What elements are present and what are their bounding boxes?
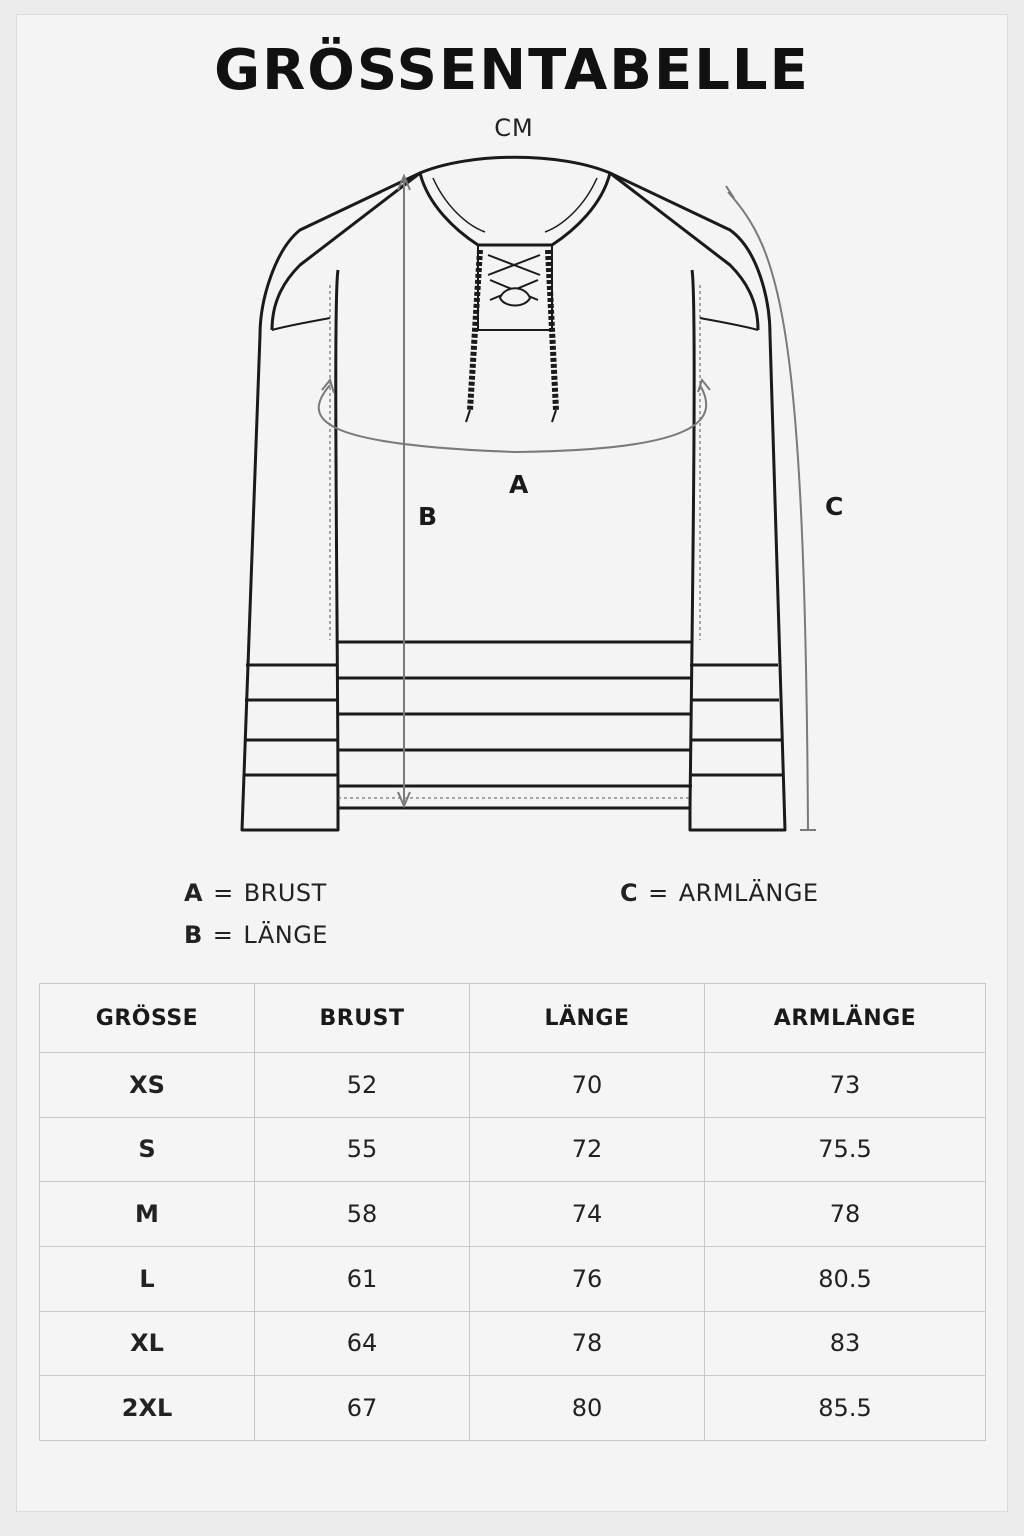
header-size: GRÖSSE xyxy=(40,984,255,1053)
jersey-left-raglan xyxy=(272,173,420,330)
table-row xyxy=(40,1311,986,1376)
marker-a: A xyxy=(509,470,529,499)
unit-label: CM xyxy=(494,114,534,142)
jersey-collar xyxy=(420,173,610,245)
measure-chest-arc xyxy=(319,380,710,452)
cell-chest: 52 xyxy=(255,1053,470,1118)
jersey-right-raglan xyxy=(610,173,758,330)
cell-chest: 58 xyxy=(255,1182,470,1247)
legend-equals: = xyxy=(213,879,234,907)
cell-size: S xyxy=(40,1117,255,1182)
header-length: LÄNGE xyxy=(470,984,705,1053)
table-header-row xyxy=(40,984,986,1053)
cell-length: 76 xyxy=(470,1246,705,1311)
table-row xyxy=(40,1246,986,1311)
legend-item-a xyxy=(184,879,327,907)
jersey-body-stripes xyxy=(338,642,692,786)
cell-sleeve: 83 xyxy=(705,1311,986,1376)
table-row xyxy=(40,1376,986,1441)
header-sleeve: ARMLÄNGE xyxy=(705,984,986,1053)
cell-length: 80 xyxy=(470,1376,705,1441)
measure-length-line xyxy=(398,176,410,806)
legend-key: A xyxy=(184,879,204,907)
jersey-sleeve-stripes xyxy=(244,665,782,775)
legend-item-b xyxy=(184,921,328,949)
legend-equals: = xyxy=(648,879,669,907)
header-chest: BRUST xyxy=(255,984,470,1053)
cell-chest: 67 xyxy=(255,1376,470,1441)
cell-chest: 64 xyxy=(255,1311,470,1376)
page-title: GRÖSSENTABELLE xyxy=(214,38,810,103)
cell-size: M xyxy=(40,1182,255,1247)
legend-item-c xyxy=(620,879,819,907)
legend-label: ARMLÄNGE xyxy=(678,879,819,907)
legend-label: BRUST xyxy=(243,879,327,907)
jersey-left-sleeve-seam xyxy=(336,270,338,808)
cell-sleeve: 85.5 xyxy=(705,1376,986,1441)
measure-sleeve-line xyxy=(726,186,816,830)
cell-length: 78 xyxy=(470,1311,705,1376)
jersey-laces xyxy=(466,250,556,422)
cell-size: XL xyxy=(40,1311,255,1376)
cell-sleeve: 78 xyxy=(705,1182,986,1247)
cell-sleeve: 73 xyxy=(705,1053,986,1118)
cell-length: 70 xyxy=(470,1053,705,1118)
cell-chest: 55 xyxy=(255,1117,470,1182)
cell-sleeve: 80.5 xyxy=(705,1246,986,1311)
cell-chest: 61 xyxy=(255,1246,470,1311)
marker-c: C xyxy=(825,492,844,521)
size-table xyxy=(39,983,986,1441)
marker-b: B xyxy=(418,502,438,531)
table-row xyxy=(40,1117,986,1182)
cell-size: XS xyxy=(40,1053,255,1118)
cell-size: L xyxy=(40,1246,255,1311)
cell-sleeve: 75.5 xyxy=(705,1117,986,1182)
legend-label: LÄNGE xyxy=(243,921,328,949)
legend-key: B xyxy=(184,921,203,949)
cell-length: 72 xyxy=(470,1117,705,1182)
table-row xyxy=(40,1053,986,1118)
legend-key: C xyxy=(620,879,639,907)
cell-length: 74 xyxy=(470,1182,705,1247)
table-row xyxy=(40,1182,986,1247)
jersey-right-sleeve-seam xyxy=(690,270,694,808)
legend-equals: = xyxy=(212,921,234,949)
cell-size: 2XL xyxy=(40,1376,255,1441)
